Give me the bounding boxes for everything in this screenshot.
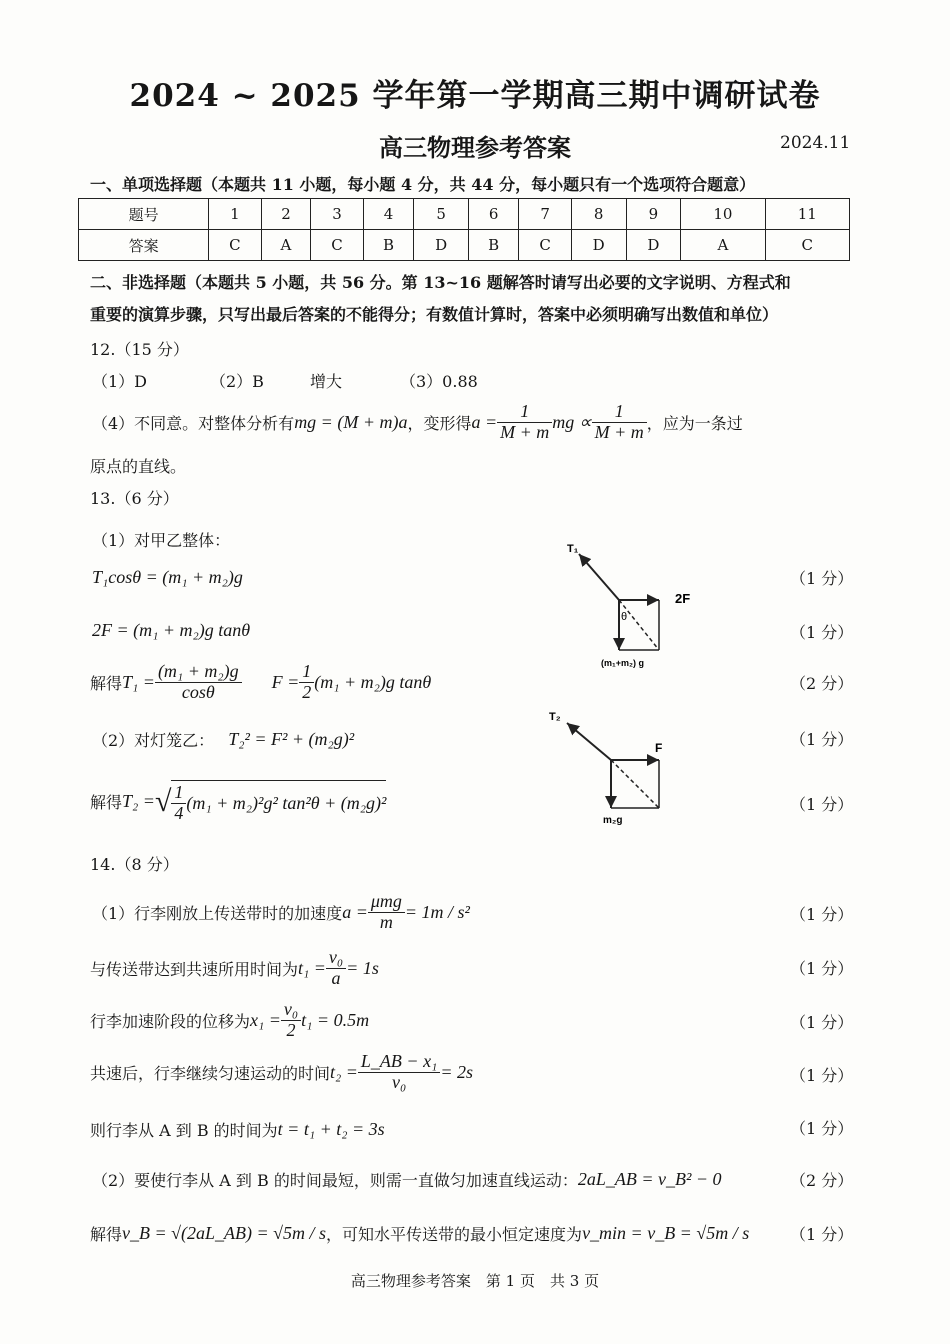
q12-p4-eq1: mg = (M + m)a (294, 411, 408, 432)
q14-l2-lhs: t₁ = (298, 957, 326, 978)
q14-l4-text: 共速后，行李继续匀速运动的时间 (90, 1063, 331, 1083)
answer-cell: D (626, 230, 681, 261)
fig1-f-label: 2F (675, 591, 691, 606)
frac-den: m (379, 911, 393, 932)
answer-cell: B (363, 230, 414, 261)
question-number: 9 (626, 199, 681, 230)
frac-num: μmg (368, 892, 405, 913)
q12-p4-suffix: ，应为一条过 (646, 413, 743, 433)
q14-l1-frac (368, 892, 405, 933)
page-subtitle: 高三物理参考答案 (379, 133, 571, 162)
q14-l7-text1: 解得 (90, 1225, 123, 1244)
q12-part2: （2）B (210, 372, 264, 391)
q13-solve1-frac (155, 662, 242, 703)
fig1-theta-label: θ (621, 611, 628, 623)
force-diagram-1 (555, 540, 715, 675)
table-row (79, 199, 850, 230)
q14-l6-text: （2）要使行李从 A 到 B 的时间最短，则需一直做匀加速直线运动： (92, 1171, 578, 1190)
frac-den: v₀ (392, 1071, 407, 1092)
row-label: 答案 (79, 230, 209, 261)
q13-solve2-radicand (171, 780, 386, 824)
answer-cell: A (681, 230, 765, 261)
page-title: 2024 ~ 2025 学年第一学期高三期中调研试卷 (129, 78, 821, 114)
section2-heading-line1: 二、非选择题（本题共 5 小题，共 56 分。第 13~16 题解答时请写出必要的文字说明、方程式和 (90, 273, 791, 292)
table-row (79, 230, 850, 261)
q14-line7 (90, 1222, 749, 1245)
q14-line6 (92, 1168, 722, 1191)
fig2-t-label: T₂ (549, 711, 561, 723)
question-number: 4 (363, 199, 414, 230)
answer-cell: A (261, 230, 311, 261)
q14-line5 (90, 1118, 385, 1141)
q14-l3-lhs: x₁ = (250, 1009, 281, 1030)
frac-den: M + m (500, 421, 550, 442)
q13-solve2-lhs: T₂ = (122, 791, 155, 812)
section1-heading: 一、单项选择题（本题共 11 小题，每小题 4 分，共 44 分，每小题只有一个选项符合题意） (90, 175, 756, 194)
q14-l7-eq2: v_min = v_B = √5m / s (582, 1223, 750, 1243)
tension-arrow (579, 554, 619, 600)
q13-step1: （1）对甲乙整体： (92, 531, 231, 550)
score: （1 分） (790, 959, 854, 978)
q14-l3-frac (281, 1000, 301, 1041)
q12-title: 12.（15 分） (90, 340, 189, 359)
q14-l1-lhs: a = (342, 901, 368, 922)
q12-part3: （3）0.88 (400, 372, 478, 391)
frac-num: 1 (592, 402, 647, 423)
q12-p4-mid: ，变形得 (407, 413, 472, 433)
frac-num: 1 (171, 783, 186, 804)
q13-solve1 (90, 662, 431, 703)
q14-l7-eq1: v_B = √(2aL_AB) = √5m / s (122, 1223, 327, 1243)
q13-solve1-half (299, 662, 314, 703)
sqrt-icon: √ (154, 784, 172, 818)
q12-p4-a: a = (471, 411, 498, 432)
q14-line2 (90, 948, 379, 989)
q13-eq1: T₁cosθ = (m₁ + m₂)g (92, 567, 243, 587)
q14-line4 (90, 1052, 473, 1093)
score: （2 分） (790, 1171, 854, 1190)
q12-p4-prefix: （4）不同意。对整体分析有 (92, 413, 295, 433)
score: （1 分） (790, 623, 854, 642)
question-number: 1 (209, 199, 261, 230)
q14-l2-rhs: = 1s (346, 957, 379, 978)
tension-arrow (567, 723, 611, 760)
q13-solve1-prefix: 解得 (90, 673, 123, 693)
score: （1 分） (790, 1119, 854, 1138)
q12-part1: （1）D (92, 372, 148, 391)
frac-num: (m₁ + m₂)g (155, 662, 242, 683)
answer-table (78, 198, 850, 261)
q14-line1 (92, 892, 470, 933)
q14-title: 14.（8 分） (90, 855, 179, 874)
answer-cell: C (519, 230, 571, 261)
question-number: 6 (468, 199, 519, 230)
score: （1 分） (790, 795, 854, 814)
q14-l2-text: 与传送带达到共速所用时间为 (90, 959, 299, 979)
frac-den: 2 (302, 681, 312, 702)
frac-num: 1 (497, 402, 552, 423)
q12-p4-mg: mg ∝ (552, 411, 592, 432)
frac-den: 2 (286, 1019, 296, 1040)
q13-solve2-quarter (171, 783, 186, 824)
question-number: 10 (681, 199, 765, 230)
q13-solve2-prefix: 解得 (90, 793, 123, 813)
q13-title: 13.（6 分） (90, 489, 179, 508)
q12-p4-frac2 (592, 402, 647, 443)
q13-step2 (92, 728, 354, 751)
q14-l4-rhs: = 2s (440, 1061, 473, 1082)
answer-cell: D (571, 230, 626, 261)
row-label: 题号 (79, 199, 209, 230)
q13-eq3: T₂² = F² + (m₂g)² (228, 729, 355, 749)
fig2-g-label: m₂g (603, 815, 623, 826)
frac-num: v₀ (281, 1000, 301, 1021)
q13-solve1-f: F = (271, 671, 300, 692)
q14-l3-rhs: t₁ = 0.5m (301, 1009, 370, 1030)
q13-solve1-lhs: T₁ = (122, 671, 155, 692)
q13-solve1-rest: (m₁ + m₂)g tanθ (314, 671, 432, 692)
fig2-f-label: F (655, 741, 663, 755)
q12-p4-frac (497, 402, 552, 443)
diagonal (619, 600, 659, 650)
frac-num: L_AB − x₁ (358, 1052, 440, 1073)
frac-den: cosθ (181, 681, 215, 702)
q14-l1-text: （1）行李刚放上传送带时的加速度 (92, 903, 343, 923)
answer-cell: C (209, 230, 261, 261)
score: （1 分） (790, 1013, 854, 1032)
question-number: 7 (519, 199, 571, 230)
score: （2 分） (790, 674, 854, 693)
answer-cell: C (765, 230, 849, 261)
force-diagram-2 (545, 705, 705, 835)
score: （1 分） (790, 569, 854, 588)
q14-l5-text: 则行李从 A 到 B 的时间为 (90, 1121, 278, 1140)
score: （1 分） (790, 905, 854, 924)
question-number: 5 (414, 199, 469, 230)
q14-l7-text2: ，可知水平传送带的最小恒定速度为 (326, 1225, 583, 1244)
question-number: 2 (261, 199, 311, 230)
question-number: 8 (571, 199, 626, 230)
frac-den: M + m (594, 421, 644, 442)
frac-den: 4 (174, 802, 184, 823)
score: （1 分） (790, 1225, 854, 1244)
answer-cell: C (311, 230, 363, 261)
q12-p4-line2: 原点的直线。 (90, 457, 187, 476)
frac-den: a (331, 967, 341, 988)
exam-date: 2024.11 (780, 133, 851, 153)
frac-num: v₀ (326, 948, 346, 969)
frac-num: 1 (299, 662, 314, 683)
q13-eq2: 2F = (m₁ + m₂)g tanθ (92, 620, 251, 640)
question-number: 3 (311, 199, 363, 230)
answer-cell: D (414, 230, 469, 261)
section2-heading-line2: 重要的演算步骤，只写出最后答案的不能得分；有数值计算时，答案中必须明确写出数值和单位） (90, 305, 779, 324)
score: （1 分） (790, 1066, 854, 1085)
page-footer: 高三物理参考答案 第 1 页 共 3 页 (350, 1272, 600, 1290)
q12-part4 (92, 402, 743, 443)
score: （1 分） (790, 730, 854, 749)
q13-step2-label: （2）对灯笼乙： (92, 731, 215, 750)
fig1-g-label: (m₁+m₂) g (601, 658, 644, 668)
q14-l2-frac (326, 948, 346, 989)
diagonal (611, 760, 659, 808)
q13-solve2 (90, 780, 386, 824)
q12-part2-answer: 增大 (310, 372, 343, 391)
fig1-t-label: T₁ (567, 543, 579, 555)
q14-line3 (90, 1000, 369, 1041)
q14-l4-frac (358, 1052, 440, 1093)
question-number: 11 (765, 199, 849, 230)
q14-l5-eq: t = t₁ + t₂ = 3s (277, 1119, 385, 1139)
q14-l4-lhs: t₂ = (330, 1061, 358, 1082)
q14-l6-eq: 2aL_AB = v_B² − 0 (577, 1169, 722, 1189)
q14-l1-rhs: = 1m / s² (404, 901, 470, 922)
q14-l3-text: 行李加速阶段的位移为 (90, 1011, 251, 1031)
answer-cell: B (468, 230, 519, 261)
q13-solve2-rest: (m₁ + m₂)²g² tan²θ + (m₂g)² (186, 792, 387, 813)
